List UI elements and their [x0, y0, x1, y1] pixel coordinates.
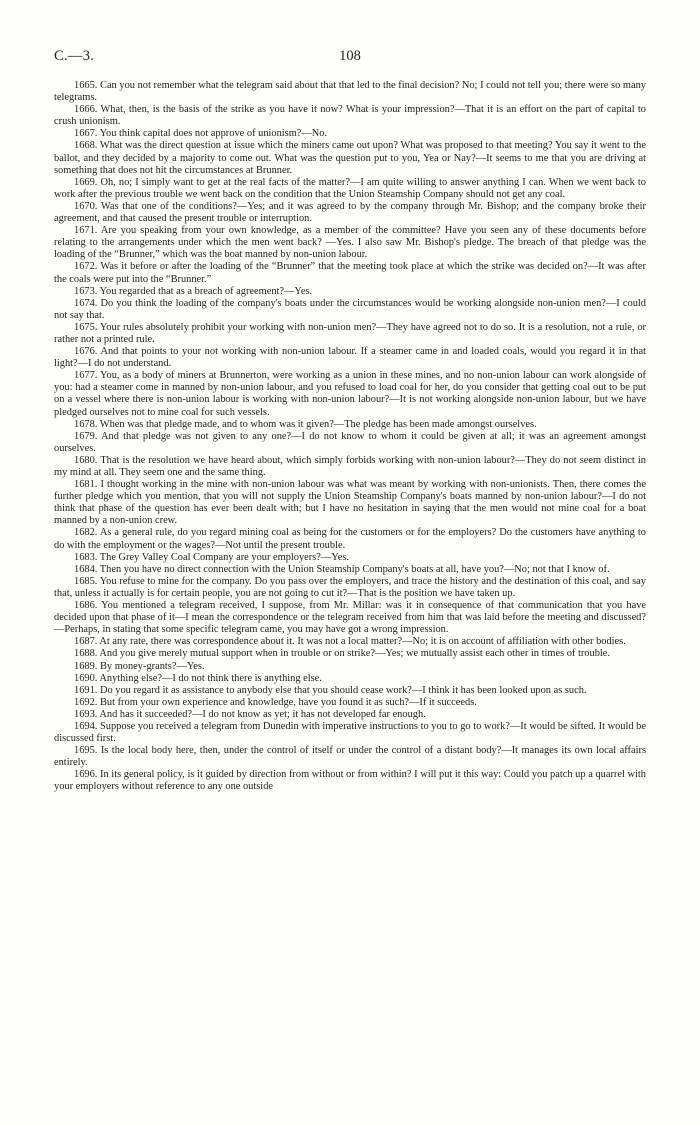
page-header — [54, 48, 646, 66]
question-answer-1681: 1681. I thought working in the mine with non-union labour was what was meant by working with non-unionists. Then, there comes the further pledge which you mention, that you will not supply the Union Steamship Company's boats manned by non-union labour?—I do not think that phase of the question has ever been dealt with; but I have no hesitation in saying that the men would not mine coal for a boat manned by a non-union crew. — [54, 479, 646, 527]
question-answer-1682: 1682. As a general rule, do you regard mining coal as being for the customers or for the employers? Do the customers have anything to do with the employment or the wages?—Not until the present trouble. — [54, 527, 646, 551]
question-answer-1685: 1685. You refuse to mine for the company. Do you pass over the employers, and trace the history and the destination of this coal, and say that, unless it actually is for certain people, you are not going to cut it?—That is the position we have taken up. — [54, 575, 646, 599]
question-answer-1688: 1688. And you give merely mutual support when in trouble or on strike?—Yes; we mutually assist each other in times of trouble. — [74, 648, 610, 660]
evidence-text — [54, 80, 646, 794]
question-answer-1672: 1672. Was it before or after the loading of the “Brunner” that the meeting took place at which the strike was decided on?—It was after the coals were put into the “Brunner.” — [54, 261, 646, 285]
parliamentary-paper-reference: C.—3. — [54, 48, 95, 64]
question-answer-1690: 1690. Anything else?—I do not think there is anything else. — [74, 672, 322, 684]
question-answer-1667: 1667. You think capital does not approve of unionism?—No. — [74, 128, 328, 140]
question-answer-1679: 1679. And that pledge was not given to any one?—I do not know to whom it could be given at all; it was an agreement amongst ourselves. — [54, 430, 646, 454]
question-answer-1666: 1666. What, then, is the basis of the strike as you have it now? What is your impression?—That it is an effort on the part of capital to crush unionism. — [54, 104, 646, 128]
question-answer-1668: 1668. What was the direct question at issue which the miners came out upon? What was proposed to that meeting? You say it went to the ballot, and they decided by a majority to come out. What was the question put to you, Yea or Nay?—It seems to me that you are driving at something that does not hit the circumstances at Brunner. — [54, 140, 646, 176]
question-answer-1675: 1675. Your rules absolutely prohibit your working with non-union men?—They have agreed not to do so. It is a resolution, not a rule, or rather not a printed rule. — [54, 321, 646, 345]
question-answer-1674: 1674. Do you think the loading of the company's boats under the circumstances would be working alongside non-union men?—I could not say that. — [54, 297, 646, 321]
question-answer-1671: 1671. Are you speaking from your own knowledge, as a member of the committee? Have you seen any of these documents before relating to the arrangements under which the men went back? —Yes. I also saw Mr. Bishop's pledge. The breach of that pledge was the loading of the “Brunner,” which was the boat manned by non-union labour. — [54, 225, 646, 261]
question-answer-1665: 1665. Can you not remember what the telegram said about that that led to the final decision? No; I could not tell you; there were so many telegrams. — [54, 80, 646, 104]
question-answer-1689: 1689. By money-grants?—Yes. — [74, 660, 205, 672]
question-answer-1695: 1695. Is the local body here, then, under the control of itself or under the control of a distant body?—It manages its own local affairs entirely. — [54, 745, 646, 769]
question-answer-1676: 1676. And that points to your not working with non-union labour. If a steamer came in and loaded coals, would you regard it in that light?—I do not understand. — [54, 346, 646, 370]
question-answer-1686: 1686. You mentioned a telegram received, I suppose, from Mr. Millar: was it in consequence of that communication that you have decided upon that phase of it—I mean the correspondence or the telegram received from him that was laid before the meeting and discussed?—Perhaps, in stating that some specific telegram came, you may have got a wrong impression. — [54, 600, 646, 636]
question-answer-1678: 1678. When was that pledge made, and to whom was it given?—The pledge has been made amongst ourselves. — [74, 418, 537, 430]
question-answer-1677: 1677. You, as a body of miners at Brunnerton, were working as a union in these mines, and no non-union labour can work alongside of you: had a steamer come in manned by non-union labour, and you refused to load coal for her, do you consider that getting coal out to be put on a vessel where there is non-union labour is working with non-union labour?—It is not working alongside non-union labour, but we have pledged ourselves not to mine coal for such vessels. — [54, 370, 646, 418]
page-number: 108 — [339, 48, 361, 64]
question-answer-1687: 1687. At any rate, there was correspondence about it. It was not a local matter?—No; it is on account of affiliation with other bodies. — [74, 636, 626, 648]
question-answer-1673: 1673. You regarded that as a breach of agreement?—Yes. — [74, 285, 313, 297]
question-answer-1680: 1680. That is the resolution we have heard about, which simply forbids working with non-union labour?—They do not seem distinct in my mind at all. They seem one and the same thing. — [54, 454, 646, 478]
question-answer-1684: 1684. Then you have no direct connection with the Union Steamship Company's boats at all, have you?—No; not that I know of. — [74, 563, 610, 575]
question-answer-1670: 1670. Was that one of the conditions?—Yes; and it was agreed to by the company through Mr. Bishop; and the company broke their agreement, and that caused the present trouble or interruption. — [54, 200, 646, 225]
question-answer-1691: 1691. Do you regard it as assistance to anybody else that you should cease work?—I think it has been looked upon as such. — [74, 684, 587, 696]
question-answer-1669: 1669. Oh, no; I simply want to get at the real facts of the matter?—I am quite willing to answer anything I can. When we went back to work after the previous trouble we went back on the condition that the Union Steamship Company should not get any coal. — [54, 176, 646, 200]
question-answer-1696: 1696. In its general policy, is it guided by direction from without or from within? I will put it this way: Could you patch up a quarrel with your employers without reference to any one outside — [54, 769, 646, 793]
question-answer-1683: 1683. The Grey Valley Coal Company are your employers?—Yes. — [74, 551, 350, 563]
question-answer-1694: 1694. Suppose you received a telegram from Dunedin with imperative instructions to you to go to work?—It would be sifted. It would be discussed first. — [54, 720, 646, 745]
question-answer-1693: 1693. And has it succeeded?—I do not know as yet; it has not developed far enough. — [74, 708, 426, 720]
question-answer-1692: 1692. But from your own experience and knowledge, have you found it as such?—If it succeeds. — [74, 696, 477, 708]
